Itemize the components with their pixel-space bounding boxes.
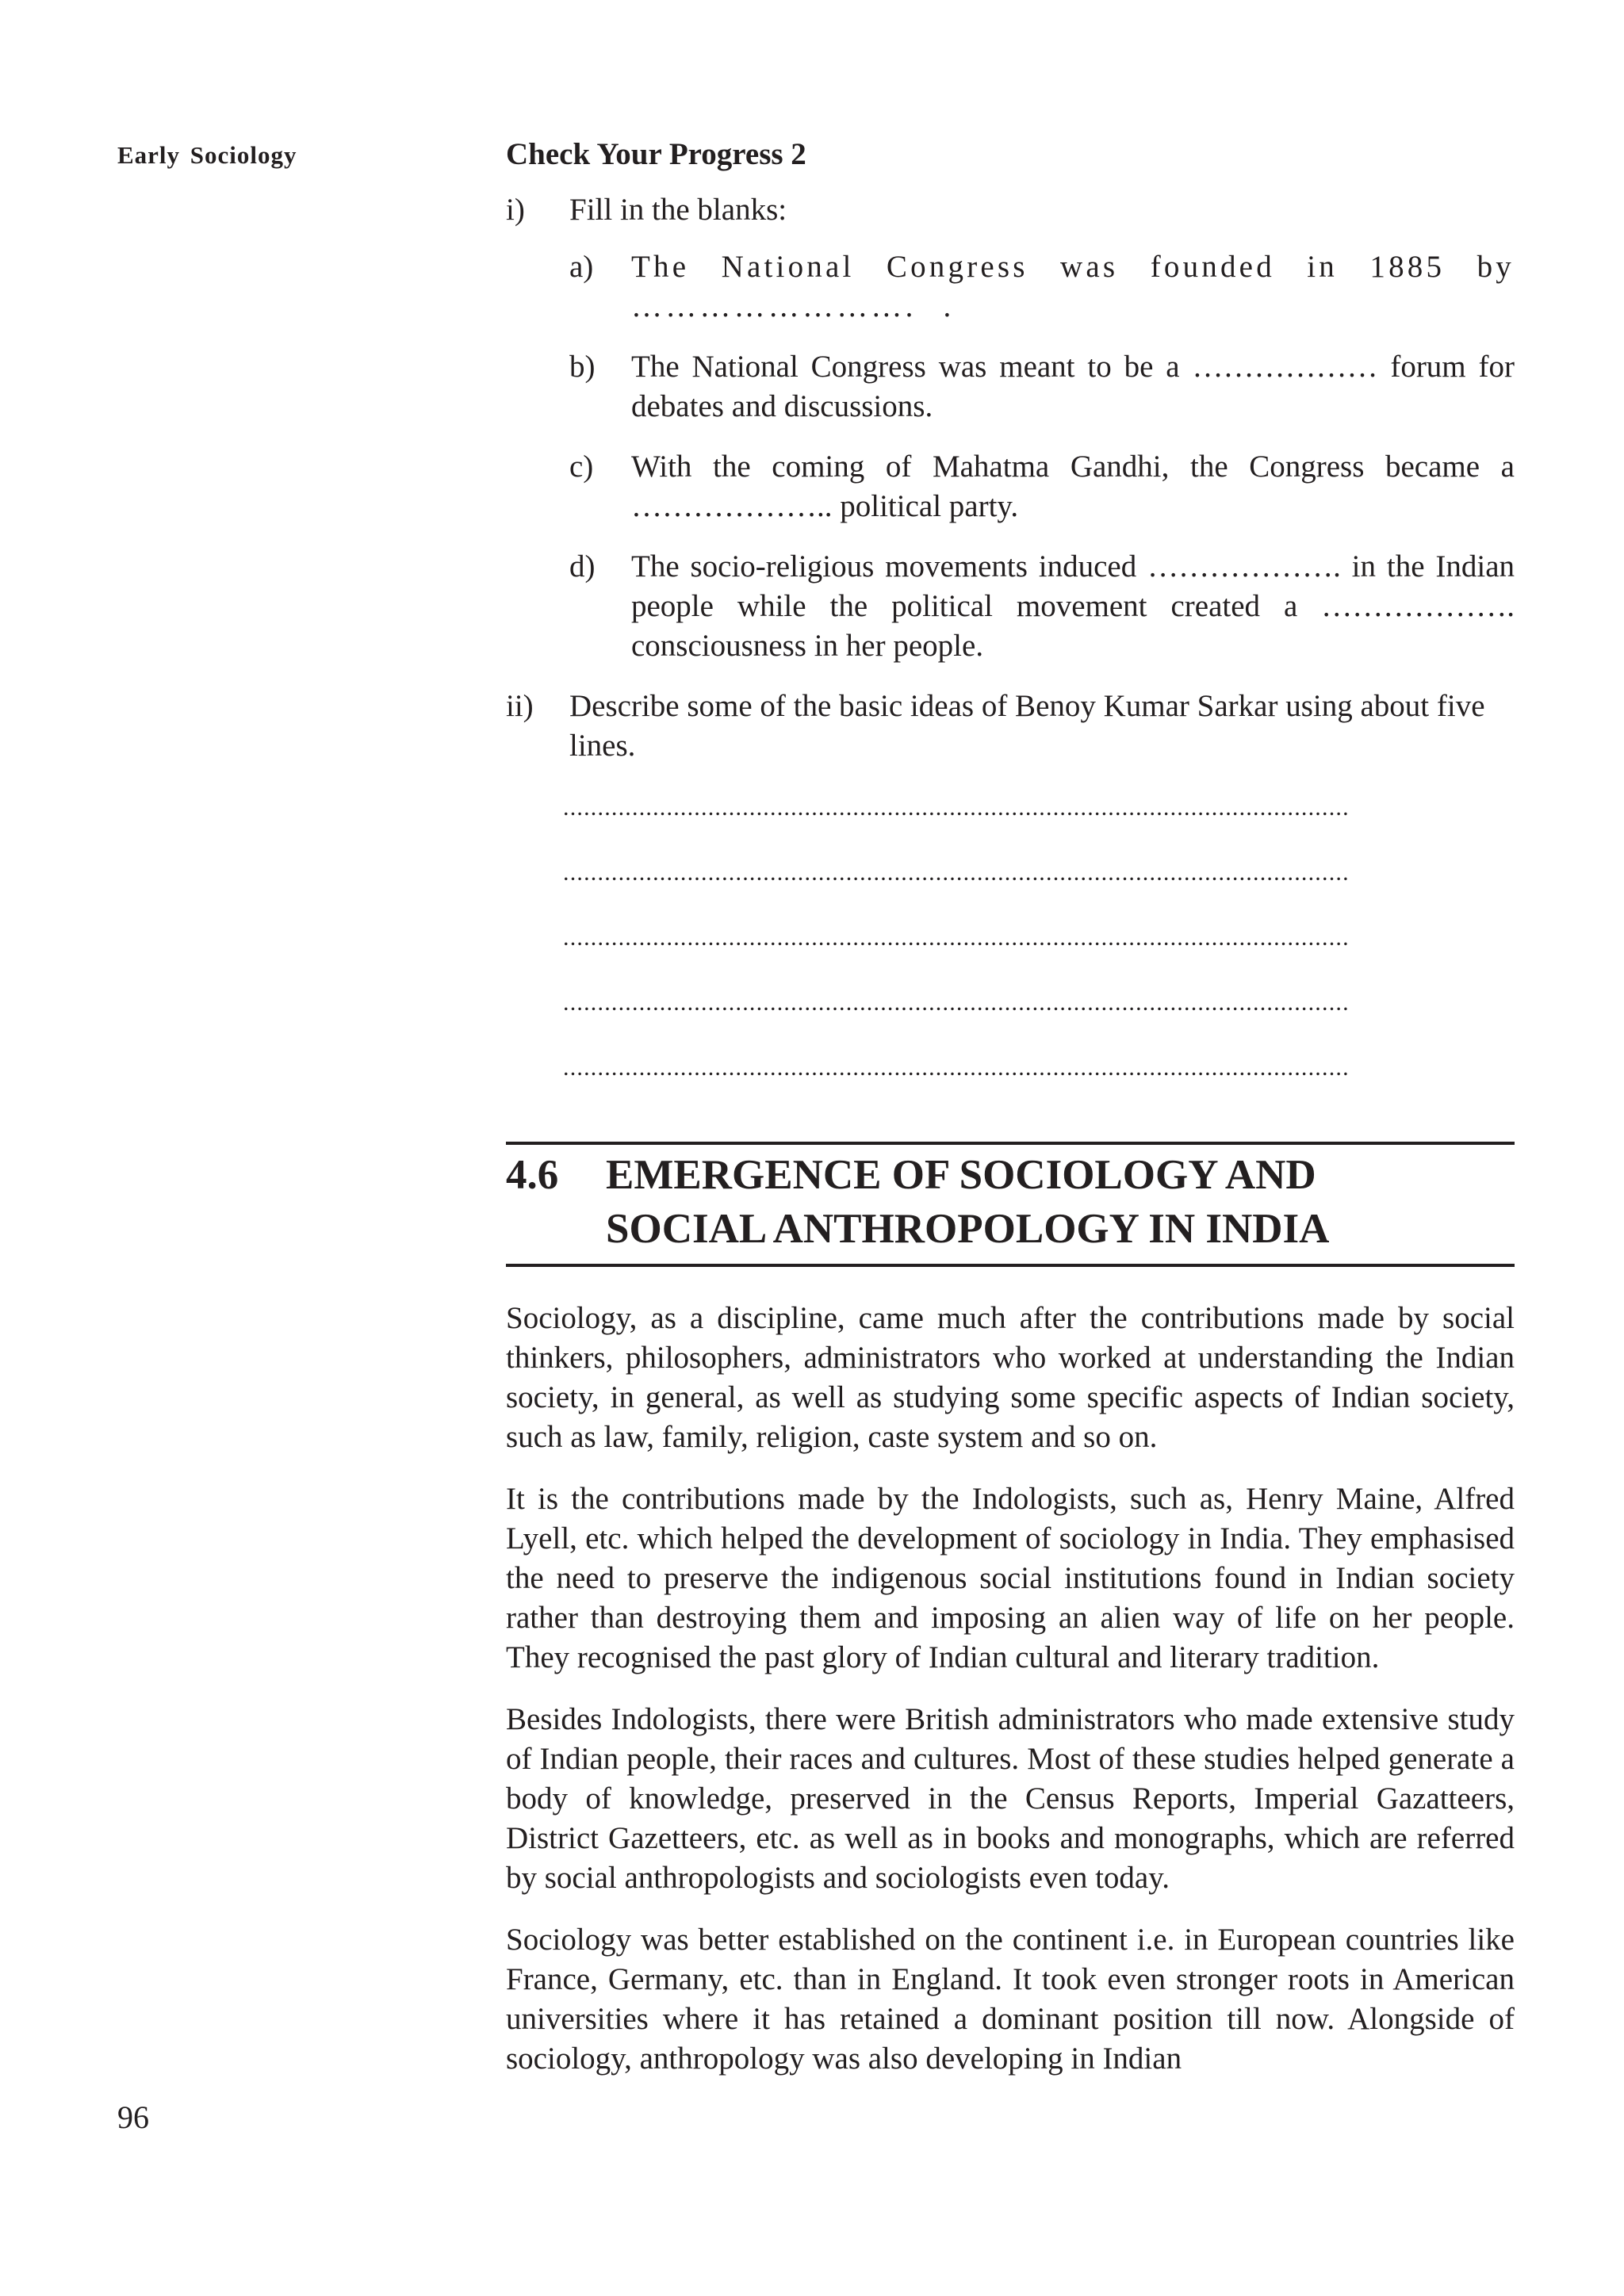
section-title bbox=[606, 1148, 1515, 1256]
question-text: Describe some of the basic ideas of Benoy Kumar Sarkar using about five lines. bbox=[569, 689, 1485, 763]
item-number: b) bbox=[569, 350, 596, 384]
section-number: 4.6 bbox=[506, 1152, 559, 1198]
page-number: 96 bbox=[117, 2099, 149, 2135]
answer-line: .................................................................................................................. bbox=[563, 924, 1350, 951]
section-heading bbox=[506, 1142, 1515, 1267]
check-your-progress-title: Check Your Progress 2 bbox=[506, 137, 806, 171]
blank-item-a bbox=[569, 247, 1515, 327]
body-paragraph-3: Besides Indologists, there were British administrators who made extensive study of Indian people, their races and cultures. Most of these studies helped generate a body of knowledge, preserved in the Census Reports, Imperial Gazatteers, District Gazetteers, etc. as well as in books and monographs, which are referred by social anthropologists and sociologists even today. bbox=[506, 1702, 1515, 1895]
question-number: ii) bbox=[506, 689, 534, 723]
blank-item-c bbox=[569, 447, 1515, 526]
body-paragraph-2: It is the contributions made by the Indologists, such as, Henry Maine, Alfred Lyell, etc. which helped the development of sociology in India. They emphasised the need to preserve the indigenous social institutions found in Indian society rather than destroying them and imposing an alien way of life on her people. They recognised the past glory of Indian cultural and literary tradition. bbox=[506, 1482, 1515, 1674]
section-title-line-1: EMERGENCE OF SOCIOLOGY AND bbox=[606, 1152, 1316, 1198]
question-number: i) bbox=[506, 193, 525, 227]
item-number: d) bbox=[569, 549, 596, 584]
blank-item-d bbox=[569, 547, 1515, 666]
item-text: With the coming of Mahatma Gandhi, the Congress became a ……………….. political party. bbox=[631, 450, 1515, 523]
question-1 bbox=[506, 190, 1515, 230]
item-text: The National Congress was meant to be a ……………… forum for debates and discussions. bbox=[631, 350, 1515, 423]
item-number: a) bbox=[569, 250, 594, 284]
page-content bbox=[506, 135, 1515, 2101]
item-text: The National Congress was founded in 1885 by ……………………. . bbox=[631, 250, 1515, 323]
item-number: c) bbox=[569, 450, 594, 484]
answer-area bbox=[563, 794, 1515, 1119]
body-paragraph-1: Sociology, as a discipline, came much after the contributions made by social thinkers, philosophers, administrators who worked at understanding the Indian society, in general, as well as studying some specific aspects of Indian society, such as law, family, religion, caste system and so on. bbox=[506, 1301, 1515, 1454]
section-title-line-2: SOCIAL ANTHROPOLOGY IN INDIA bbox=[606, 1206, 1330, 1252]
blank-item-b bbox=[569, 347, 1515, 427]
item-text: The socio-religious movements induced ………………. in the Indian people while the political movement created a ………………. consciousness in her people. bbox=[631, 549, 1515, 663]
body-paragraph-4: Sociology was better established on the continent i.e. in European countries like France, Germany, etc. than in England. It took even stronger roots in American universities where it has retained a dominant position till now. Alongside of sociology, anthropology was also developing in Indian bbox=[506, 1923, 1515, 2076]
question-2 bbox=[506, 687, 1515, 766]
question-text: Fill in the blanks: bbox=[569, 193, 787, 227]
answer-line: .................................................................................................................. bbox=[563, 859, 1350, 886]
answer-line: .................................................................................................................. bbox=[563, 1054, 1350, 1081]
answer-line: .................................................................................................................. bbox=[563, 794, 1350, 821]
answer-line: .................................................................................................................. bbox=[563, 989, 1350, 1016]
running-head: Early Sociology bbox=[117, 141, 297, 169]
